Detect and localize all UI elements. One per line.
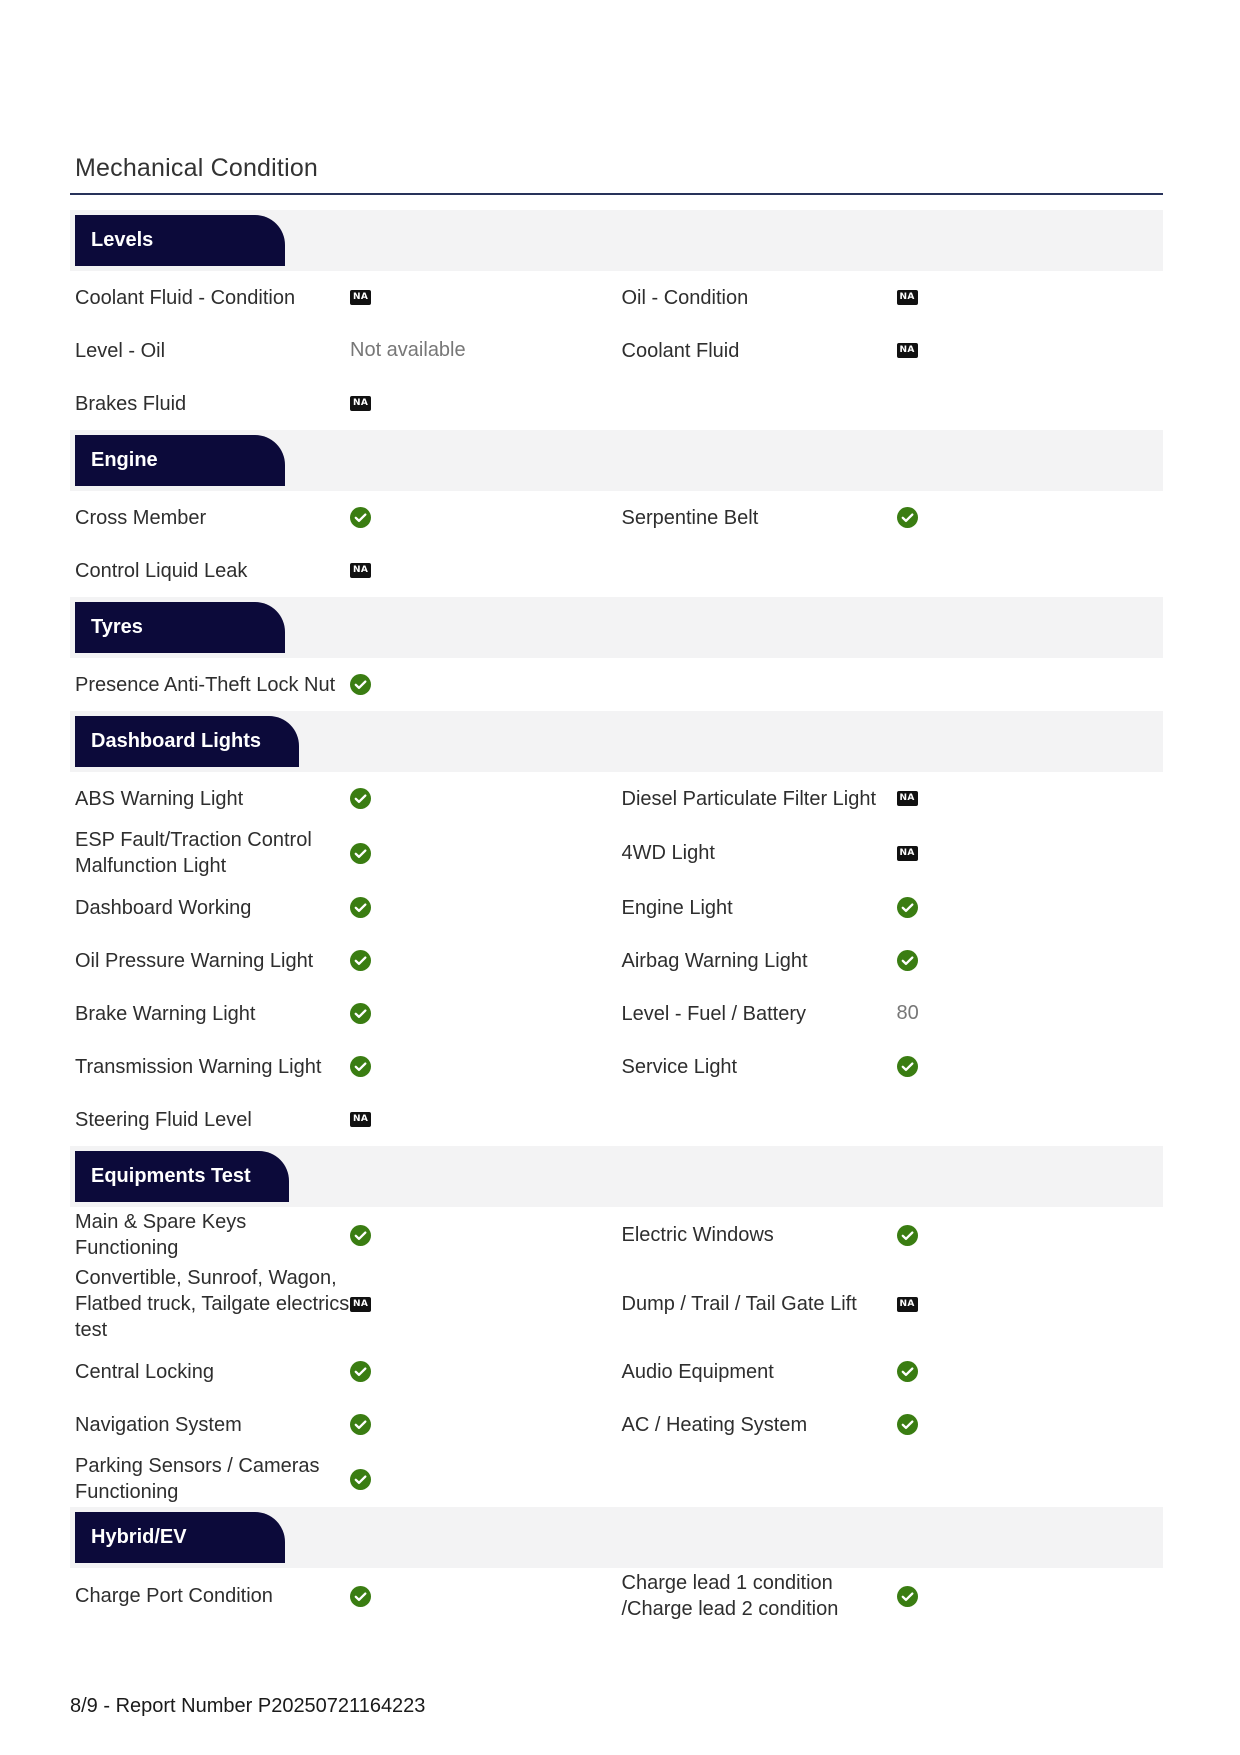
check-item [70, 271, 617, 324]
section-title: Equipments Test [75, 1151, 289, 1202]
check-item-status [350, 1112, 470, 1127]
check-item [70, 1093, 617, 1146]
section-title: Hybrid/EV [75, 1512, 285, 1563]
check-circle-icon [350, 1361, 371, 1382]
section-items [70, 491, 1163, 597]
check-circle-icon [897, 897, 918, 918]
check-item-status [350, 1469, 470, 1490]
check-item-label: Dump / Trail / Tail Gate Lift [621, 1293, 857, 1315]
check-item-label: Oil Pressure Warning Light [75, 949, 314, 972]
check-item-status [350, 1225, 470, 1246]
check-item [70, 1345, 617, 1398]
check-item-status [897, 791, 1017, 806]
section-items [70, 1568, 1163, 1624]
check-circle-icon [350, 843, 371, 864]
check-item-label: Presence Anti-Theft Lock Nut [75, 673, 336, 696]
check-item [617, 934, 1164, 987]
check-item [617, 881, 1164, 934]
check-item-value: Not available [350, 339, 466, 361]
check-item-label: Brakes Fluid [75, 392, 187, 415]
check-circle-icon [350, 1056, 371, 1077]
check-item [70, 772, 617, 825]
check-item [70, 658, 617, 711]
check-item [70, 1040, 617, 1093]
check-item-label: Cross Member [75, 506, 207, 529]
check-item [617, 271, 1164, 324]
check-item-label: Serpentine Belt [621, 506, 759, 529]
check-circle-icon [897, 1056, 918, 1077]
check-circle-icon [350, 897, 371, 918]
section-header [70, 210, 1163, 271]
check-item-label: Convertible, Sunroof, Wagon, Flatbed truck, Tailgate electrics test [75, 1267, 350, 1341]
check-item-label: Level - Oil [75, 339, 166, 362]
check-item-label: Diesel Particulate Filter Light [621, 787, 877, 810]
na-badge-icon: NA [897, 1297, 918, 1312]
check-item-status [350, 1361, 470, 1382]
check-item-status [350, 290, 470, 305]
check-item-label: Coolant Fluid - Condition [75, 286, 296, 309]
check-item-status [350, 950, 470, 971]
na-badge-icon: NA [350, 1112, 371, 1127]
check-circle-icon [350, 1469, 371, 1490]
check-item-status [350, 843, 470, 864]
check-item-label: ESP Fault/Traction Control Malfunction Light [75, 829, 312, 877]
check-item-status [350, 396, 470, 411]
check-item [617, 1345, 1164, 1398]
check-circle-icon [350, 1225, 371, 1246]
section-title: Dashboard Lights [75, 716, 299, 767]
section-header [70, 711, 1163, 772]
check-circle-icon [897, 1414, 918, 1435]
check-item-status [350, 1414, 470, 1435]
check-item-label: Charge lead 1 condition /Charge lead 2 condition [621, 1572, 839, 1620]
check-item-status [897, 343, 1017, 358]
check-circle-icon [350, 507, 371, 528]
check-circle-icon [897, 950, 918, 971]
page-title: Mechanical Condition [75, 154, 319, 182]
check-item-status [350, 1297, 470, 1312]
check-item [70, 1207, 617, 1263]
check-item-label: Electric Windows [621, 1224, 774, 1246]
check-item-label: Coolant Fluid [621, 339, 740, 362]
check-item-value: 80 [896, 1002, 919, 1024]
check-item [617, 491, 1164, 544]
section-header [70, 430, 1163, 491]
check-item [70, 987, 617, 1040]
section-title: Engine [75, 435, 285, 486]
na-badge-icon: NA [350, 396, 371, 411]
check-item [70, 1263, 617, 1345]
condition-report [70, 210, 1163, 1624]
check-item-label: Central Locking [75, 1360, 214, 1383]
check-item [70, 324, 617, 377]
check-item-label: 4WD Light [621, 842, 715, 864]
check-item-status [897, 846, 1017, 861]
check-item-status [350, 1586, 470, 1607]
check-circle-icon [897, 1586, 918, 1607]
section-header [70, 597, 1163, 658]
check-item [70, 934, 617, 987]
check-item-label: Transmission Warning Light [75, 1055, 322, 1078]
check-item [617, 1263, 1164, 1345]
check-item-status [350, 1003, 470, 1024]
check-item-status [897, 1297, 1017, 1312]
na-badge-icon: NA [350, 290, 371, 305]
check-item [70, 377, 617, 430]
check-item-label: AC / Heating System [621, 1413, 808, 1436]
section-items [70, 271, 1163, 430]
check-item-label: Steering Fluid Level [75, 1108, 252, 1131]
check-item-label: Main & Spare Keys Functioning [75, 1211, 247, 1259]
check-item-status [897, 1361, 1017, 1382]
check-item-label: Control Liquid Leak [75, 559, 248, 582]
check-item-status [897, 290, 1017, 305]
check-circle-icon [897, 507, 918, 528]
check-item-status [897, 950, 1017, 971]
check-item-label: Level - Fuel / Battery [621, 1002, 807, 1025]
check-item-label: Charge Port Condition [75, 1585, 273, 1607]
check-circle-icon [350, 1586, 371, 1607]
check-item [617, 1568, 1164, 1624]
check-item [617, 825, 1164, 881]
check-item [617, 772, 1164, 825]
check-item-status [897, 1414, 1017, 1435]
check-item [70, 544, 617, 597]
page-footer: 8/9 - Report Number P20250721164223 [70, 1695, 426, 1717]
section-header [70, 1146, 1163, 1207]
check-item-status [350, 674, 470, 695]
section-items [70, 772, 1163, 1146]
check-item-status [350, 1056, 470, 1077]
check-item [617, 1398, 1164, 1451]
check-item-status [897, 1586, 1017, 1607]
check-item-status [897, 1002, 1017, 1025]
na-badge-icon: NA [350, 563, 371, 578]
na-badge-icon: NA [897, 343, 918, 358]
check-item-status [897, 1056, 1017, 1077]
check-circle-icon [350, 1003, 371, 1024]
check-item-label: Brake Warning Light [75, 1002, 256, 1025]
check-item [70, 881, 617, 934]
check-item-label: Dashboard Working [75, 896, 252, 919]
check-item-status [350, 897, 470, 918]
check-circle-icon [350, 674, 371, 695]
check-item-status [350, 339, 470, 362]
na-badge-icon: NA [897, 846, 918, 861]
na-badge-icon: NA [350, 1297, 371, 1312]
section-header [70, 1507, 1163, 1568]
check-item-label: ABS Warning Light [75, 787, 244, 810]
check-circle-icon [897, 1225, 918, 1246]
section-items [70, 1207, 1163, 1507]
check-item-status [350, 507, 470, 528]
check-item [70, 1568, 617, 1624]
title-divider [70, 193, 1163, 195]
check-circle-icon [350, 788, 371, 809]
section-items [70, 658, 1163, 711]
check-circle-icon [897, 1361, 918, 1382]
check-item [70, 491, 617, 544]
na-badge-icon: NA [897, 290, 918, 305]
check-item [617, 1040, 1164, 1093]
check-item [617, 987, 1164, 1040]
check-item-label: Parking Sensors / Cameras Functioning [75, 1455, 320, 1503]
na-badge-icon: NA [897, 791, 918, 806]
section-title: Tyres [75, 602, 285, 653]
check-item-status [350, 563, 470, 578]
check-item [70, 1451, 617, 1507]
check-item [617, 1207, 1164, 1263]
check-item-status [350, 788, 470, 809]
check-item-label: Service Light [621, 1055, 738, 1078]
check-item-status [897, 1225, 1017, 1246]
check-item-status [897, 897, 1017, 918]
section-title: Levels [75, 215, 285, 266]
check-item-label: Airbag Warning Light [621, 949, 808, 972]
check-item-label: Audio Equipment [621, 1360, 774, 1383]
check-item [70, 1398, 617, 1451]
check-item-label: Oil - Condition [621, 286, 749, 309]
check-item [617, 324, 1164, 377]
check-item [70, 825, 617, 881]
check-circle-icon [350, 1414, 371, 1435]
check-item-label: Engine Light [621, 896, 733, 919]
check-item-label: Navigation System [75, 1413, 242, 1436]
check-item-status [897, 507, 1017, 528]
check-circle-icon [350, 950, 371, 971]
